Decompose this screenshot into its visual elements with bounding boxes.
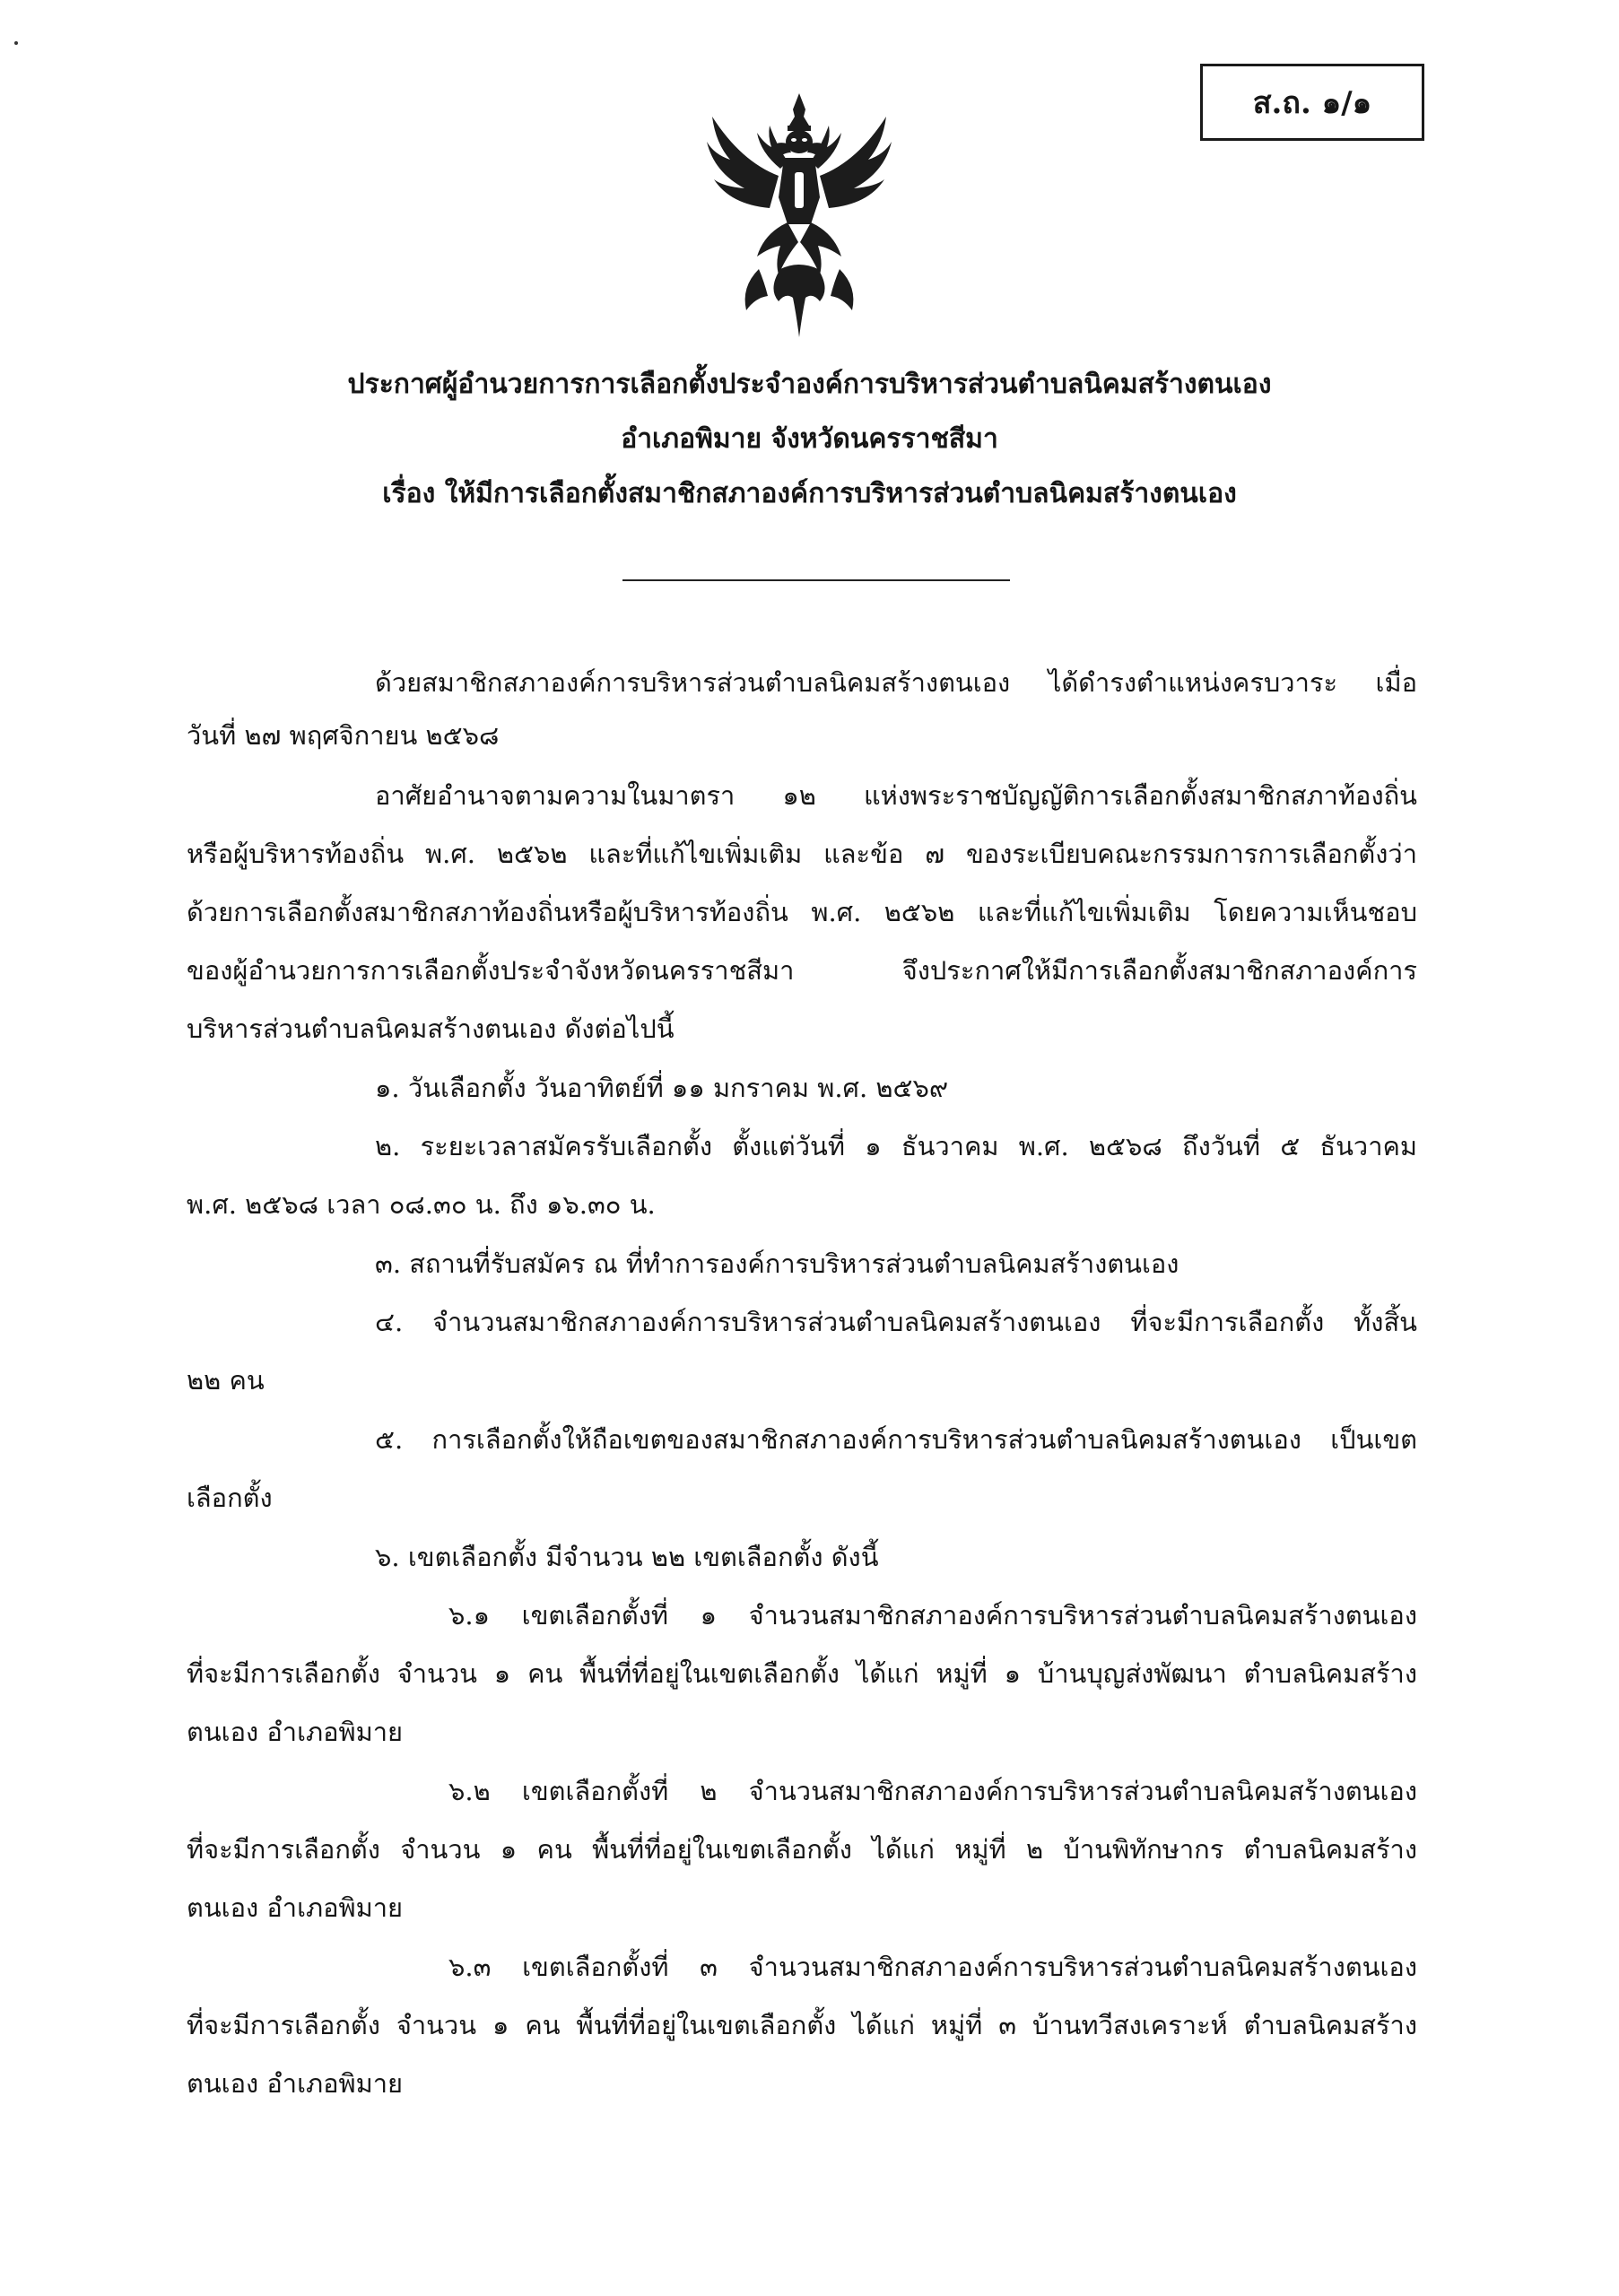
announcement-title: ประกาศผู้อำนวยการการเลือกตั้งประจำองค์การบริหารส่วนตำบลนิคมสร้างตนเอง [347, 369, 1272, 400]
constituency-line: ตนเอง อำเภอพิมาย [187, 1892, 404, 1923]
authority-paragraph-line: หรือผู้บริหารท้องถิ่น พ.ศ. ๒๕๖๒ และที่แก้ไขเพิ่มเติม และข้อ ๗ ของระเบียบคณะกรรมการการเลือกตั้งว่า [187, 839, 1417, 869]
constituency-line: ๖.๒ เขตเลือกตั้งที่ ๒ จำนวนสมาชิกสภาองค์การบริหารส่วนตำบลนิคมสร้างตนเอง [448, 1776, 1417, 1806]
title-underline [622, 579, 1010, 581]
form-code-box [1200, 64, 1424, 141]
subject-line: เรื่อง ให้มีการเลือกตั้งสมาชิกสภาองค์การบริหารส่วนตำบลนิคมสร้างตนเอง [382, 478, 1237, 509]
item-member-count: ๔. จำนวนสมาชิกสภาองค์การบริหารส่วนตำบลนิคมสร้างตนเอง ที่จะมีการเลือกตั้ง ทั้งสิ้น [375, 1307, 1417, 1337]
constituency-line: ๖.๑ เขตเลือกตั้งที่ ๑ จำนวนสมาชิกสภาองค์การบริหารส่วนตำบลนิคมสร้างตนเอง [448, 1600, 1417, 1631]
constituency-line: ตนเอง อำเภอพิมาย [187, 2068, 404, 2099]
intro-line: ด้วยสมาชิกสภาองค์การบริหารส่วนตำบลนิคมสร้างตนเอง ได้ดำรงตำแหน่งครบวาระ เมื่อ [375, 667, 1417, 698]
item-application-period: ๒. ระยะเวลาสมัครรับเลือกตั้ง ตั้งแต่วันที่ ๑ ธันวาคม พ.ศ. ๒๕๖๘ ถึงวันที่ ๕ ธันวาคม [375, 1131, 1417, 1161]
item-constituencies: ๖. เขตเลือกตั้ง มีจำนวน ๒๒ เขตเลือกตั้ง ดังนี้ [375, 1542, 879, 1572]
garuda-emblem-icon [705, 90, 893, 341]
constituency-line: ที่จะมีการเลือกตั้ง จำนวน ๑ คน พื้นที่ที่อยู่ในเขตเลือกตั้ง ได้แก่ หมู่ที่ ๓ บ้านทวีสงเคราะห์ ตำบลนิคมสร้าง [187, 2010, 1417, 2040]
constituency-line: ๖.๓ เขตเลือกตั้งที่ ๓ จำนวนสมาชิกสภาองค์การบริหารส่วนตำบลนิคมสร้างตนเอง [448, 1952, 1417, 1982]
authority-paragraph-line: ด้วยการเลือกตั้งสมาชิกสภาท้องถิ่นหรือผู้บริหารท้องถิ่น พ.ศ. ๒๕๖๒ และที่แก้ไขเพิ่มเติม โดยความเห็นชอบ [187, 897, 1417, 927]
item-application-place: ๓. สถานที่รับสมัคร ณ ที่ทำการองค์การบริหารส่วนตำบลนิคมสร้างตนเอง [375, 1248, 1179, 1279]
item-election-area: เลือกตั้ง [187, 1483, 273, 1513]
constituency-line: ที่จะมีการเลือกตั้ง จำนวน ๑ คน พื้นที่ที่อยู่ในเขตเลือกตั้ง ได้แก่ หมู่ที่ ๒ บ้านพิทักษากร ตำบลนิคมสร้าง [187, 1834, 1417, 1865]
item-election-date: ๑. วันเลือกตั้ง วันอาทิตย์ที่ ๑๑ มกราคม พ.ศ. ๒๕๖๙ [375, 1073, 949, 1103]
item-application-period: พ.ศ. ๒๕๖๘ เวลา ๐๘.๓๐ น. ถึง ๑๖.๓๐ น. [187, 1189, 656, 1220]
authority-paragraph-line: อาศัยอำนาจตามความในมาตรา ๑๒ แห่งพระราชบัญญัติการเลือกตั้งสมาชิกสภาท้องถิ่น [375, 780, 1417, 811]
item-election-area: ๕. การเลือกตั้งให้ถือเขตของสมาชิกสภาองค์การบริหารส่วนตำบลนิคมสร้างตนเอง เป็นเขต [375, 1424, 1417, 1455]
item-member-count: ๒๒ คน [187, 1365, 265, 1396]
intro-line: วันที่ ๒๗ พฤศจิกายน ๒๕๖๘ [187, 720, 500, 751]
authority-paragraph-line: บริหารส่วนตำบลนิคมสร้างตนเอง ดังต่อไปนี้ [187, 1013, 675, 1044]
form-code: ส.ถ. ๑/๑ [1252, 85, 1372, 121]
constituency-line: ที่จะมีการเลือกตั้ง จำนวน ๑ คน พื้นที่ที่อยู่ในเขตเลือกตั้ง ได้แก่ หมู่ที่ ๑ บ้านบุญส่งพัฒนา ตำบลนิคมสร้าง [187, 1658, 1417, 1689]
constituency-line: ตนเอง อำเภอพิมาย [187, 1717, 404, 1747]
district-province: อำเภอพิมาย จังหวัดนครราชสีมา [621, 423, 998, 455]
authority-paragraph-line: ของผู้อำนวยการการเลือกตั้งประจำจังหวัดนครราชสีมา จึงประกาศให้มีการเลือกตั้งสมาชิกสภาองค์การ [187, 955, 1417, 986]
scan-speck [14, 41, 18, 45]
